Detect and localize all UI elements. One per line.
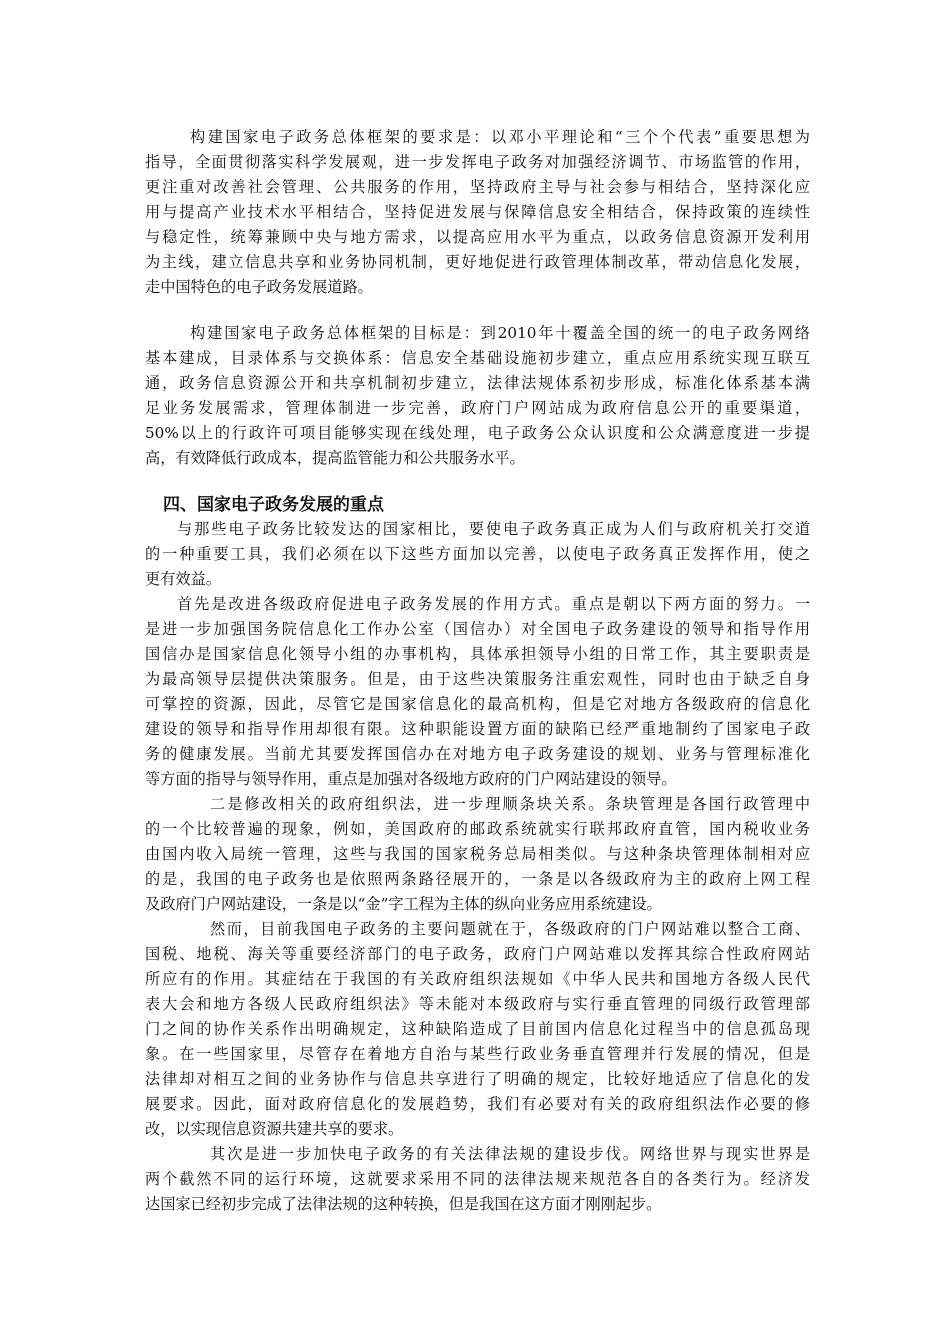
text-line: 的一种重要工具，我们必须在以下这些方面加以完善，以使电子政务真正发挥作用，使之 xyxy=(145,545,810,563)
text-line: 指导，全面贯彻落实科学发展观，进一步发挥电子政务对加强经济调节、市场监管的作用， xyxy=(145,153,810,171)
text-line: 所应有的作用。其症结在于我国的有关政府组织法规如《中华人民共和国地方各级人民代 xyxy=(145,970,810,988)
text-line: 展要求。因此，面对政府信息化的发展趋势，我们有必要对有关的政府组织法作必要的修 xyxy=(145,1095,810,1113)
text-line: 两个截然不同的运行环境，这就要求采用不同的法律法规来规范各自的各类行为。经济发 xyxy=(145,1170,810,1188)
text-line: 门之间的协作关系作出明确规定，这种缺陷造成了目前国内信息化过程当中的信息孤岛现 xyxy=(145,1020,810,1038)
text-line: 建设的领导和指导作用却很有限。这种职能设置方面的缺陷已经严重地制约了国家电子政 xyxy=(145,720,810,738)
text-line: 首先是改进各级政府促进电子政务发展的作用方式。重点是朝以下两方面的努力。一 xyxy=(177,595,810,613)
text-line: 为最高领导层提供决策服务。但是，由于这些决策服务注重宏观性，同时也由于缺乏自身 xyxy=(145,670,810,688)
text-line: 走中国特色的电子政务发展道路。 xyxy=(145,278,373,296)
text-line: 是进一步加强国务院信息化工作办公室（国信办）对全国电子政务建设的领导和指导作用 xyxy=(145,620,810,638)
text-line: 表大会和地方各级人民政府组织法》等未能对本级政府与实行垂直管理的同级行政管理部 xyxy=(145,995,810,1013)
text-line: 足业务发展需求，管理体制进一步完善，政府门户网站成为政府信息公开的重要渠道， xyxy=(145,399,810,417)
text-line: 为主线，建立信息共享和业务协同机制，更好地促进行政管理体制改革，带动信息化发展， xyxy=(145,253,810,271)
text-line: 法律却对相互之间的业务协作与信息共享进行了明确的规定，比较好地适应了信息化的发 xyxy=(145,1070,810,1088)
text-line: 达国家已经初步完成了法律法规的这种转换，但是我国在这方面才刚刚起步。 xyxy=(145,1195,662,1213)
text-line: 50%以上的行政许可项目能够实现在线处理，电子政务公众认识度和公众满意度进一步提 xyxy=(145,424,810,442)
text-line: 与那些电子政务比较发达的国家相比，要使电子政务真正成为人们与政府机关打交道 xyxy=(177,520,810,538)
text-line: 用与提高产业技术水平相结合，坚持促进发展与保障信息安全相结合，保持政策的连续性 xyxy=(145,203,810,221)
text-line: 的一个比较普遍的现象，例如，美国政府的邮政系统就实行联邦政府直管，国内税收业务 xyxy=(145,820,810,838)
text-line: 其次是进一步加快电子政务的有关法律法规的建设步伐。网络世界与现实世界是 xyxy=(210,1145,810,1163)
text-line: 基本建成，目录体系与交换体系：信息安全基础设施初步建立，重点应用系统实现互联互 xyxy=(145,349,810,367)
text-line: 国信办是国家信息化领导小组的办事机构，具体承担领导小组的日常工作，其主要职责是 xyxy=(145,645,810,663)
section-heading: 四、国家电子政务发展的重点 xyxy=(163,495,384,515)
text-line: 与稳定性，统筹兼顾中央与地方需求，以提高应用水平为重点，以政务信息资源开发利用 xyxy=(145,228,810,246)
text-line: 更注重对改善社会管理、公共服务的作用，坚持政府主导与社会参与相结合，坚持深化应 xyxy=(145,178,810,196)
text-line: 通，政务信息资源公开和共享机制初步建立，法律法规体系初步形成，标准化体系基本满 xyxy=(145,374,810,392)
text-line: 高，有效降低行政成本，提高监管能力和公共服务水平。 xyxy=(145,449,525,467)
text-line: 然而，目前我国电子政务的主要问题就在于，各级政府的门户网站难以整合工商、 xyxy=(210,920,810,938)
text-line: 国税、地税、海关等重要经济部门的电子政务，政府门户网站难以发挥其综合性政府网站 xyxy=(145,945,810,963)
text-line: 的是，我国的电子政务也是依照两条路径展开的，一条是以各级政府为主的政府上网工程 xyxy=(145,870,810,888)
text-line: 等方面的指导与领导作用，重点是加强对各级地方政府的门户网站建设的领导。 xyxy=(145,770,677,788)
text-line: 改，以实现信息资源共建共享的要求。 xyxy=(145,1120,404,1138)
text-line: 可掌控的资源，因此，尽管它是国家信息化的最高机构，但是它对地方各级政府的信息化 xyxy=(145,695,810,713)
text-line: 更有效益。 xyxy=(145,570,221,588)
text-line: 构建国家电子政务总体框架的要求是：以邓小平理论和“三个个代表”重要思想为 xyxy=(190,128,810,146)
text-line: 构建国家电子政务总体框架的目标是：到2010年十覆盖全国的统一的电子政务网络 xyxy=(190,324,810,342)
text-line: 务的健康发展。当前尤其要发挥国信办在对地方电子政务建设的规划、业务与管理标准化 xyxy=(145,745,810,763)
text-line: 二是修改相关的政府组织法，进一步理顺条块关系。条块管理是各国行政管理中 xyxy=(210,795,810,813)
text-line: 由国内收入局统一管理，这些与我国的国家税务总局相类似。与这种条块管理体制相对应 xyxy=(145,845,810,863)
text-line: 象。在一些国家里，尽管存在着地方自治与某些行政业务垂直管理并行发展的情况，但是 xyxy=(145,1045,810,1063)
text-line: 及政府门户网站建设，一条是以“金”字工程为主体的纵向业务应用系统建设。 xyxy=(145,895,662,913)
